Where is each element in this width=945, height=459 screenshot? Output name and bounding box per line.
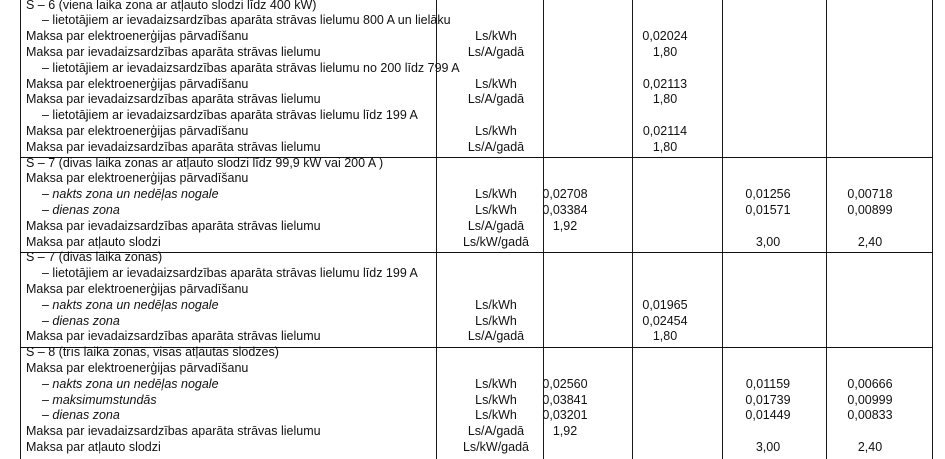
unit-cell: Ls/kWh <box>475 187 517 202</box>
unit-cell: Ls/kWh <box>475 313 517 328</box>
row-label: Maksa par elektroenerģijas pārvadīšanu <box>26 29 249 44</box>
row-label: Maksa par atļauto slodzi <box>26 234 161 249</box>
row-label: Maksa par ievadaizsardzības aparāta strāvas lielumu <box>26 92 321 107</box>
table-row <box>0 424 945 440</box>
subgroup-label: – lietotājiem ar ievadaizsardzības aparāta strāvas lielumu līdz 199 A <box>42 266 418 281</box>
unit-cell: Ls/A/gadā <box>467 139 525 154</box>
table-row <box>0 266 945 282</box>
unit-cell: Ls/A/gadā <box>467 92 525 107</box>
unit-cell: Ls/kWh <box>475 202 517 217</box>
row-label: – dienas zona <box>42 202 120 217</box>
value-cell-c4: 0,00999 <box>847 392 893 407</box>
value-cell-c4: 0,00833 <box>847 408 893 423</box>
table-row <box>0 92 945 108</box>
value-cell-c1: 0,03201 <box>542 408 588 423</box>
value-cell-c2: 1,80 <box>652 92 678 107</box>
table-row <box>0 13 945 29</box>
unit-cell: Ls/kWh <box>475 392 517 407</box>
unit-cell: Ls/kWh <box>475 76 517 91</box>
unit-cell: Ls/kWh <box>475 408 517 423</box>
section-header-row <box>0 0 945 13</box>
row-label: – nakts zona un nedēļas nogale <box>42 376 219 391</box>
unit-cell: Ls/A/gadā <box>467 44 525 59</box>
row-label: Maksa par elektroenerģijas pārvadīšanu <box>26 123 249 138</box>
table-row <box>0 203 945 219</box>
value-cell-c3: 0,01739 <box>745 392 791 407</box>
section-header-row <box>0 156 945 172</box>
table-row <box>0 187 945 203</box>
row-label: – dienas zona <box>42 408 120 423</box>
subgroup-label: – lietotājiem ar ievadaizsardzības aparāta strāvas lielumu 800 A un lielāku <box>42 13 451 28</box>
unit-cell: Ls/kWh <box>475 123 517 138</box>
table-row <box>0 140 945 156</box>
table-row <box>0 61 945 77</box>
table-row <box>0 440 945 456</box>
unit-cell: Ls/A/gadā <box>467 218 525 233</box>
table-row <box>0 377 945 393</box>
table-row <box>0 29 945 45</box>
table-row <box>0 361 945 377</box>
value-cell-c4: 2,40 <box>857 234 883 249</box>
row-label: Maksa par elektroenerģijas pārvadīšanu <box>26 281 249 296</box>
table-row <box>0 108 945 124</box>
value-cell-c1: 0,03384 <box>542 202 588 217</box>
table-row <box>0 235 945 251</box>
table-row <box>0 77 945 93</box>
row-label: – nakts zona un nedēļas nogale <box>42 187 219 202</box>
value-cell-c1: 0,03841 <box>542 392 588 407</box>
row-label: Maksa par ievadaizsardzības aparāta strāvas lielumu <box>26 329 321 344</box>
table-row <box>0 219 945 235</box>
value-cell-c2: 0,02113 <box>642 76 688 91</box>
table-row <box>0 408 945 424</box>
value-cell-c2: 0,02454 <box>642 313 688 328</box>
subgroup-label: – lietotājiem ar ievadaizsardzības aparāta strāvas lielumu līdz 199 A <box>42 108 418 123</box>
row-label: – nakts zona un nedēļas nogale <box>42 297 219 312</box>
unit-cell: Ls/kW/gadā <box>462 439 529 454</box>
row-label: – dienas zona <box>42 313 120 328</box>
value-cell-c2: 1,80 <box>652 329 678 344</box>
unit-cell: Ls/kWh <box>475 376 517 391</box>
value-cell-c1: 1,92 <box>552 424 578 439</box>
value-cell-c3: 0,01449 <box>745 408 791 423</box>
value-cell-c3: 3,00 <box>755 439 781 454</box>
value-cell-c3: 3,00 <box>755 234 781 249</box>
section-title: S – 6 (viena laika zona ar atļauto slodzi līdz 400 kW) <box>26 0 317 12</box>
table-row <box>0 282 945 298</box>
row-label: Maksa par ievadaizsardzības aparāta strāvas lielumu <box>26 218 321 233</box>
row-label: Maksa par atļauto slodzi <box>26 439 161 454</box>
section-title: S – 8 (trīs laika zonas, visas atļautās slodzes) <box>26 345 279 360</box>
value-cell-c4: 2,40 <box>857 439 883 454</box>
value-cell-c1: 1,92 <box>552 218 578 233</box>
value-cell-c3: 0,01159 <box>745 376 791 391</box>
value-cell-c2: 1,80 <box>652 44 678 59</box>
row-label: Maksa par elektroenerģijas pārvadīšanu <box>26 171 249 186</box>
unit-cell: Ls/A/gadā <box>467 329 525 344</box>
table-row <box>0 171 945 187</box>
row-label: Maksa par ievadaizsardzības aparāta strāvas lielumu <box>26 424 321 439</box>
unit-cell: Ls/kWh <box>475 297 517 312</box>
section-header-row <box>0 250 945 266</box>
value-cell-c2: 0,01965 <box>642 297 688 312</box>
unit-cell: Ls/A/gadā <box>467 424 525 439</box>
value-cell-c2: 1,80 <box>652 139 678 154</box>
value-cell-c4: 0,00899 <box>847 202 893 217</box>
value-cell-c1: 0,02708 <box>542 187 588 202</box>
row-label: – maksimumstundās <box>42 392 157 407</box>
row-label: Maksa par ievadaizsardzības aparāta strāvas lielumu <box>26 139 321 154</box>
value-cell-c4: 0,00718 <box>847 187 893 202</box>
section-title: S – 7 (divas laika zonas ar atļauto slodzi līdz 99,9 kW vai 200 A ) <box>26 155 384 170</box>
value-cell-c2: 0,02024 <box>642 29 688 44</box>
value-cell-c1: 0,02560 <box>542 376 588 391</box>
table-row <box>0 314 945 330</box>
row-label: Maksa par elektroenerģijas pārvadīšanu <box>26 360 249 375</box>
table-row <box>0 298 945 314</box>
table-row <box>0 393 945 409</box>
subgroup-label: – lietotājiem ar ievadaizsardzības aparāta strāvas lielumu no 200 līdz 799 A <box>42 60 460 75</box>
value-cell-c4: 0,00666 <box>847 376 893 391</box>
unit-cell: Ls/kWh <box>475 29 517 44</box>
section-title: S – 7 (divas laika zonas) <box>26 250 163 265</box>
value-cell-c2: 0,02114 <box>642 123 688 138</box>
row-label: Maksa par elektroenerģijas pārvadīšanu <box>26 76 249 91</box>
row-label: Maksa par ievadaizsardzības aparāta strāvas lielumu <box>26 44 321 59</box>
table-row <box>0 45 945 61</box>
table-row <box>0 329 945 345</box>
section-header-row <box>0 345 945 361</box>
unit-cell: Ls/kW/gadā <box>462 234 529 249</box>
table-row <box>0 124 945 140</box>
value-cell-c3: 0,01256 <box>745 187 791 202</box>
value-cell-c3: 0,01571 <box>745 202 791 217</box>
